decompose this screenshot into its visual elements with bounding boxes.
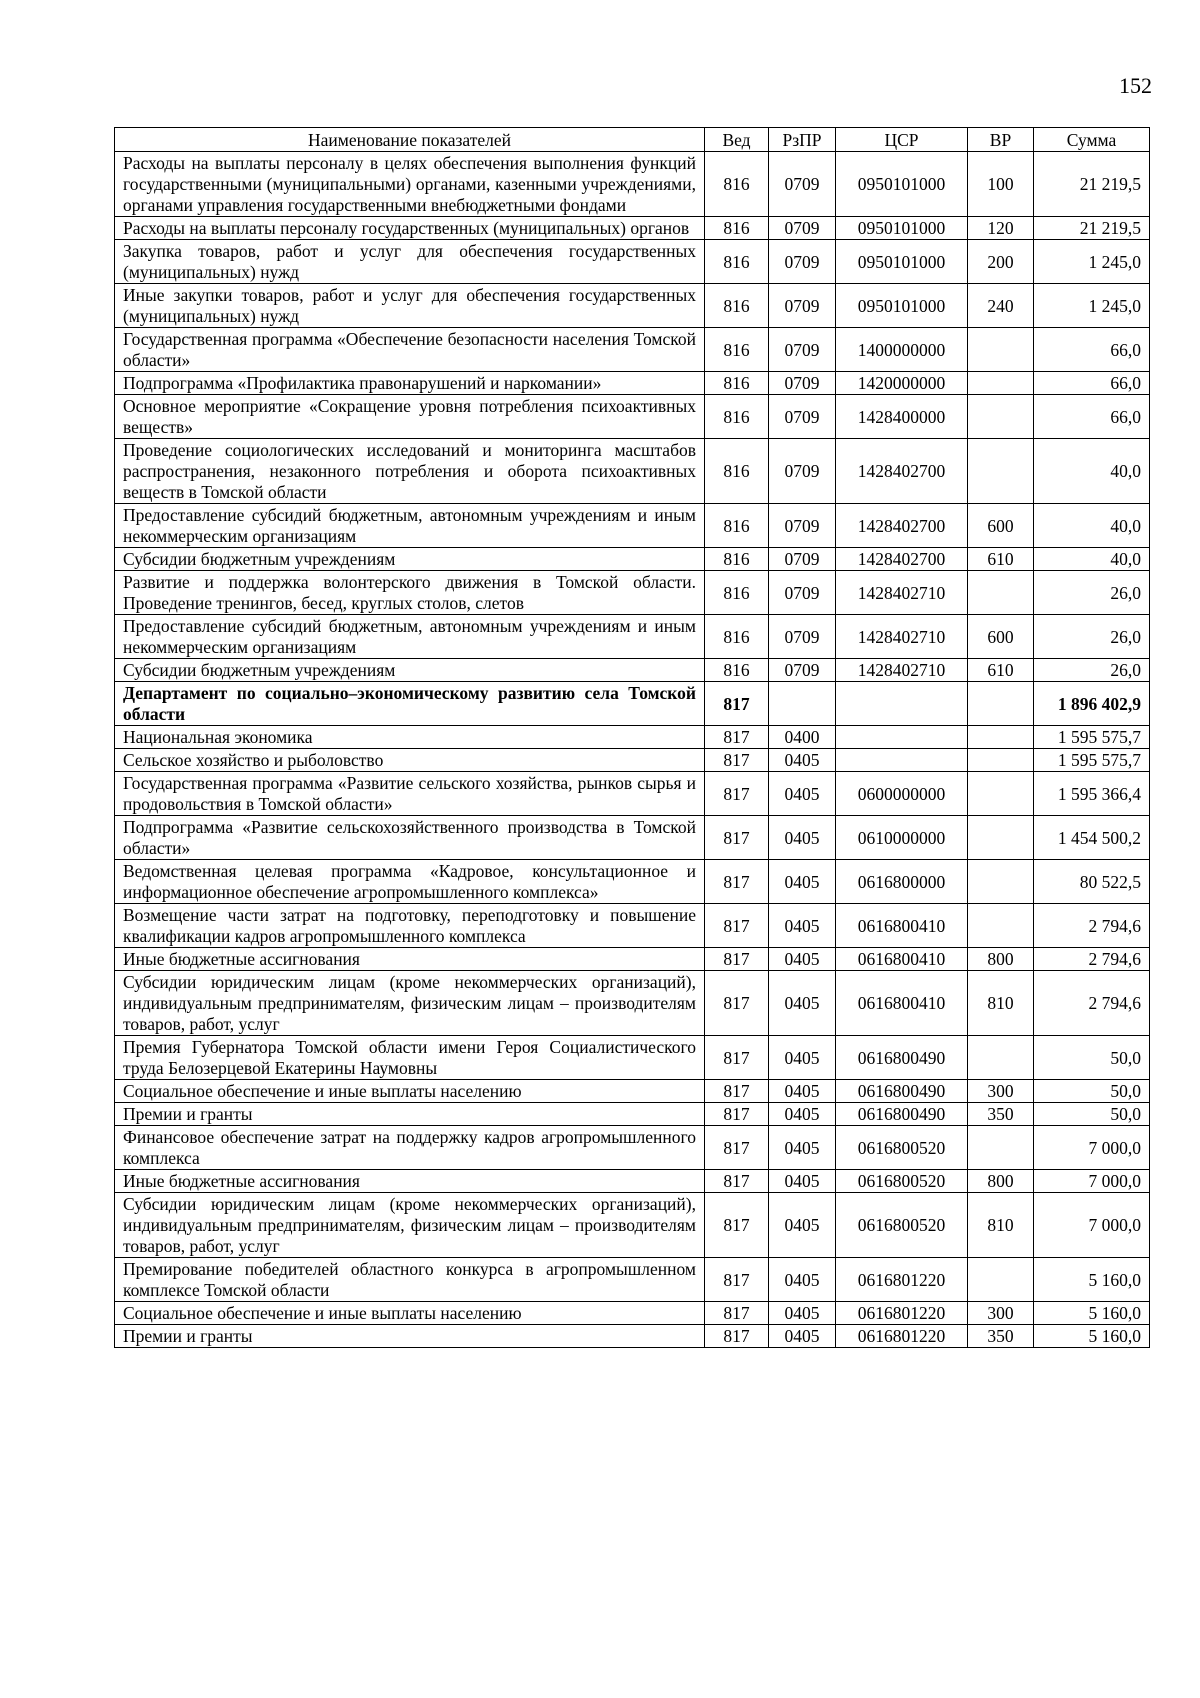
table-row xyxy=(115,240,1150,284)
table-row xyxy=(115,860,1150,904)
cell-ved: 816 xyxy=(705,328,769,372)
cell-ved: 817 xyxy=(705,1170,769,1193)
cell-csr: 0616801220 xyxy=(836,1258,968,1302)
cell-csr: 0616800490 xyxy=(836,1080,968,1103)
cell-name: Иные бюджетные ассигнования xyxy=(115,948,705,971)
cell-ved: 817 xyxy=(705,1302,769,1325)
cell-sum: 7 000,0 xyxy=(1034,1126,1150,1170)
cell-ved: 817 xyxy=(705,749,769,772)
cell-name: Премии и гранты xyxy=(115,1325,705,1348)
cell-csr: 0616800410 xyxy=(836,971,968,1036)
cell-rzpr: 0709 xyxy=(769,328,836,372)
cell-ved: 817 xyxy=(705,948,769,971)
table-row xyxy=(115,548,1150,571)
cell-ved: 816 xyxy=(705,504,769,548)
cell-vr: 810 xyxy=(968,971,1034,1036)
cell-ved: 817 xyxy=(705,1126,769,1170)
cell-name: Ведомственная целевая программа «Кадровое, консультационное и информационное обеспечение агропромышленного комплекса» xyxy=(115,860,705,904)
cell-ved: 817 xyxy=(705,726,769,749)
cell-ved: 816 xyxy=(705,439,769,504)
cell-ved: 816 xyxy=(705,548,769,571)
cell-csr: 0950101000 xyxy=(836,284,968,328)
cell-ved: 816 xyxy=(705,615,769,659)
cell-vr xyxy=(968,682,1034,726)
cell-vr: 120 xyxy=(968,217,1034,240)
cell-name: Национальная экономика xyxy=(115,726,705,749)
header-row xyxy=(115,128,1150,152)
table-row xyxy=(115,749,1150,772)
cell-name: Премирование победителей областного конкурса в агропромышленном комплексе Томской области xyxy=(115,1258,705,1302)
cell-name: Финансовое обеспечение затрат на поддержку кадров агропромышленного комплекса xyxy=(115,1126,705,1170)
cell-csr: 0950101000 xyxy=(836,217,968,240)
cell-csr: 0616801220 xyxy=(836,1302,968,1325)
cell-ved: 817 xyxy=(705,1258,769,1302)
cell-ved: 817 xyxy=(705,772,769,816)
header-ved: Вед xyxy=(705,128,769,152)
cell-name: Субсидии бюджетным учреждениям xyxy=(115,548,705,571)
table-row xyxy=(115,1193,1150,1258)
cell-csr: 0616800490 xyxy=(836,1103,968,1126)
cell-vr xyxy=(968,860,1034,904)
cell-csr: 0616800410 xyxy=(836,904,968,948)
cell-ved: 817 xyxy=(705,816,769,860)
cell-csr xyxy=(836,682,968,726)
page-number: 152 xyxy=(1119,73,1152,98)
cell-csr xyxy=(836,726,968,749)
cell-ved: 817 xyxy=(705,1036,769,1080)
cell-name: Премия Губернатора Томской области имени Героя Социалистического труда Белозерцевой Екатерины Наумовны xyxy=(115,1036,705,1080)
cell-sum: 50,0 xyxy=(1034,1080,1150,1103)
table-row xyxy=(115,1103,1150,1126)
cell-rzpr: 0405 xyxy=(769,948,836,971)
cell-name: Основное мероприятие «Сокращение уровня потребления психоактивных веществ» xyxy=(115,395,705,439)
cell-csr: 1420000000 xyxy=(836,372,968,395)
cell-vr: 300 xyxy=(968,1302,1034,1325)
cell-csr: 0950101000 xyxy=(836,240,968,284)
cell-sum: 2 794,6 xyxy=(1034,904,1150,948)
table-row xyxy=(115,372,1150,395)
cell-ved: 817 xyxy=(705,1325,769,1348)
cell-csr: 0616801220 xyxy=(836,1325,968,1348)
cell-vr: 610 xyxy=(968,659,1034,682)
table-row xyxy=(115,615,1150,659)
cell-rzpr: 0405 xyxy=(769,1193,836,1258)
cell-vr xyxy=(968,1126,1034,1170)
cell-ved: 816 xyxy=(705,217,769,240)
cell-sum: 1 245,0 xyxy=(1034,240,1150,284)
cell-csr: 1428400000 xyxy=(836,395,968,439)
table-row xyxy=(115,1036,1150,1080)
cell-ved: 817 xyxy=(705,1193,769,1258)
cell-ved: 817 xyxy=(705,904,769,948)
table-row xyxy=(115,439,1150,504)
header-csr: ЦСР xyxy=(836,128,968,152)
cell-name: Субсидии юридическим лицам (кроме некоммерческих организаций), индивидуальным предпринимателям, физическим лицам – производителям товаров, работ, услуг xyxy=(115,1193,705,1258)
cell-csr: 0616800520 xyxy=(836,1193,968,1258)
cell-rzpr: 0400 xyxy=(769,726,836,749)
cell-ved: 816 xyxy=(705,659,769,682)
cell-rzpr: 0709 xyxy=(769,395,836,439)
header-sum: Сумма xyxy=(1034,128,1150,152)
table-row xyxy=(115,682,1150,726)
cell-name: Сельское хозяйство и рыболовство xyxy=(115,749,705,772)
cell-rzpr: 0709 xyxy=(769,615,836,659)
cell-name: Расходы на выплаты персоналу в целях обеспечения выполнения функций государственными (муниципальными) органами, казенными учреждениями, органами управления государственными внебюджетными фондами xyxy=(115,152,705,217)
table-row xyxy=(115,328,1150,372)
cell-vr xyxy=(968,904,1034,948)
cell-name: Проведение социологических исследований и мониторинга масштабов распространения, незаконного потребления и оборота психоактивных веществ в Томской области xyxy=(115,439,705,504)
cell-csr: 0616800000 xyxy=(836,860,968,904)
cell-name: Государственная программа «Развитие сельского хозяйства, рынков сырья и продовольствия в Томской области» xyxy=(115,772,705,816)
cell-rzpr: 0405 xyxy=(769,1170,836,1193)
cell-sum: 26,0 xyxy=(1034,615,1150,659)
cell-vr: 610 xyxy=(968,548,1034,571)
cell-name: Премии и гранты xyxy=(115,1103,705,1126)
cell-sum: 80 522,5 xyxy=(1034,860,1150,904)
cell-vr xyxy=(968,772,1034,816)
cell-rzpr: 0405 xyxy=(769,816,836,860)
cell-rzpr: 0405 xyxy=(769,1080,836,1103)
cell-vr xyxy=(968,328,1034,372)
cell-csr xyxy=(836,749,968,772)
table-row xyxy=(115,971,1150,1036)
cell-name: Возмещение части затрат на подготовку, переподготовку и повышение квалификации кадров агропромышленного комплекса xyxy=(115,904,705,948)
cell-ved: 817 xyxy=(705,860,769,904)
cell-rzpr: 0709 xyxy=(769,504,836,548)
cell-vr: 800 xyxy=(968,1170,1034,1193)
cell-csr: 1428402710 xyxy=(836,659,968,682)
table-row xyxy=(115,948,1150,971)
cell-sum: 40,0 xyxy=(1034,504,1150,548)
cell-csr: 0616800410 xyxy=(836,948,968,971)
cell-name: Субсидии юридическим лицам (кроме некоммерческих организаций), индивидуальным предпринимателям, физическим лицам – производителям товаров, работ, услуг xyxy=(115,971,705,1036)
cell-sum: 21 219,5 xyxy=(1034,217,1150,240)
table-body xyxy=(115,152,1150,1348)
cell-csr: 1428402710 xyxy=(836,615,968,659)
cell-sum: 1 595 366,4 xyxy=(1034,772,1150,816)
cell-vr: 350 xyxy=(968,1103,1034,1126)
cell-vr xyxy=(968,726,1034,749)
cell-name: Иные бюджетные ассигнования xyxy=(115,1170,705,1193)
cell-ved: 816 xyxy=(705,372,769,395)
cell-sum: 26,0 xyxy=(1034,659,1150,682)
cell-vr xyxy=(968,372,1034,395)
cell-name: Подпрограмма «Профилактика правонарушений и наркомании» xyxy=(115,372,705,395)
cell-sum: 50,0 xyxy=(1034,1036,1150,1080)
table-row xyxy=(115,1258,1150,1302)
cell-name: Государственная программа «Обеспечение безопасности населения Томской области» xyxy=(115,328,705,372)
cell-rzpr xyxy=(769,682,836,726)
table-row xyxy=(115,217,1150,240)
cell-sum: 2 794,6 xyxy=(1034,948,1150,971)
cell-csr: 0616800490 xyxy=(836,1036,968,1080)
cell-rzpr: 0405 xyxy=(769,749,836,772)
table-row xyxy=(115,726,1150,749)
cell-sum: 66,0 xyxy=(1034,372,1150,395)
cell-vr: 810 xyxy=(968,1193,1034,1258)
cell-csr: 1428402700 xyxy=(836,439,968,504)
cell-ved: 816 xyxy=(705,284,769,328)
cell-rzpr: 0709 xyxy=(769,439,836,504)
cell-rzpr: 0405 xyxy=(769,1126,836,1170)
cell-csr: 0610000000 xyxy=(836,816,968,860)
cell-sum: 7 000,0 xyxy=(1034,1170,1150,1193)
cell-vr: 600 xyxy=(968,615,1034,659)
table-row xyxy=(115,1325,1150,1348)
header-rzpr: РзПР xyxy=(769,128,836,152)
cell-rzpr: 0709 xyxy=(769,152,836,217)
cell-rzpr: 0405 xyxy=(769,1258,836,1302)
cell-rzpr: 0405 xyxy=(769,971,836,1036)
cell-sum: 5 160,0 xyxy=(1034,1258,1150,1302)
cell-vr xyxy=(968,1258,1034,1302)
header-vr: ВР xyxy=(968,128,1034,152)
cell-sum: 1 896 402,9 xyxy=(1034,682,1150,726)
cell-sum: 1 245,0 xyxy=(1034,284,1150,328)
table-row xyxy=(115,395,1150,439)
cell-csr: 0616800520 xyxy=(836,1170,968,1193)
cell-vr: 200 xyxy=(968,240,1034,284)
cell-ved: 816 xyxy=(705,571,769,615)
cell-vr: 800 xyxy=(968,948,1034,971)
cell-vr: 240 xyxy=(968,284,1034,328)
table-row xyxy=(115,1126,1150,1170)
cell-sum: 5 160,0 xyxy=(1034,1302,1150,1325)
cell-csr: 0950101000 xyxy=(836,152,968,217)
cell-vr xyxy=(968,395,1034,439)
table-row xyxy=(115,1170,1150,1193)
cell-name: Департамент по социально–экономическому развитию села Томской области xyxy=(115,682,705,726)
cell-sum: 21 219,5 xyxy=(1034,152,1150,217)
table-row xyxy=(115,1080,1150,1103)
table-row xyxy=(115,571,1150,615)
cell-vr: 600 xyxy=(968,504,1034,548)
table-row xyxy=(115,504,1150,548)
cell-vr xyxy=(968,749,1034,772)
cell-sum: 66,0 xyxy=(1034,328,1150,372)
cell-name: Развитие и поддержка волонтерского движения в Томской области. Проведение тренингов, бесед, круглых столов, слетов xyxy=(115,571,705,615)
cell-sum: 26,0 xyxy=(1034,571,1150,615)
cell-csr: 1428402700 xyxy=(836,548,968,571)
cell-name: Социальное обеспечение и иные выплаты населению xyxy=(115,1302,705,1325)
table-row xyxy=(115,772,1150,816)
table-row xyxy=(115,152,1150,217)
cell-name: Подпрограмма «Развитие сельскохозяйственного производства в Томской области» xyxy=(115,816,705,860)
cell-name: Иные закупки товаров, работ и услуг для обеспечения государственных (муниципальных) нужд xyxy=(115,284,705,328)
cell-rzpr: 0709 xyxy=(769,240,836,284)
table-row xyxy=(115,1302,1150,1325)
cell-csr: 0600000000 xyxy=(836,772,968,816)
budget-table xyxy=(114,127,1150,1348)
header-name: Наименование показателей xyxy=(115,128,705,152)
table-row xyxy=(115,659,1150,682)
cell-sum: 1 454 500,2 xyxy=(1034,816,1150,860)
cell-csr: 1400000000 xyxy=(836,328,968,372)
cell-rzpr: 0405 xyxy=(769,772,836,816)
cell-rzpr: 0709 xyxy=(769,571,836,615)
cell-ved: 816 xyxy=(705,152,769,217)
cell-name: Расходы на выплаты персоналу государственных (муниципальных) органов xyxy=(115,217,705,240)
cell-sum: 50,0 xyxy=(1034,1103,1150,1126)
cell-vr: 350 xyxy=(968,1325,1034,1348)
cell-rzpr: 0405 xyxy=(769,1036,836,1080)
cell-rzpr: 0709 xyxy=(769,372,836,395)
cell-ved: 817 xyxy=(705,1080,769,1103)
cell-rzpr: 0709 xyxy=(769,548,836,571)
cell-rzpr: 0405 xyxy=(769,904,836,948)
cell-sum: 66,0 xyxy=(1034,395,1150,439)
cell-ved: 816 xyxy=(705,240,769,284)
table-row xyxy=(115,816,1150,860)
cell-sum: 1 595 575,7 xyxy=(1034,749,1150,772)
cell-vr xyxy=(968,816,1034,860)
cell-vr xyxy=(968,571,1034,615)
cell-sum: 2 794,6 xyxy=(1034,971,1150,1036)
cell-rzpr: 0709 xyxy=(769,659,836,682)
cell-vr: 300 xyxy=(968,1080,1034,1103)
table-header xyxy=(115,128,1150,152)
table-row xyxy=(115,284,1150,328)
cell-vr xyxy=(968,439,1034,504)
cell-rzpr: 0405 xyxy=(769,860,836,904)
cell-sum: 40,0 xyxy=(1034,548,1150,571)
cell-vr: 100 xyxy=(968,152,1034,217)
cell-rzpr: 0405 xyxy=(769,1302,836,1325)
cell-rzpr: 0405 xyxy=(769,1103,836,1126)
cell-sum: 40,0 xyxy=(1034,439,1150,504)
cell-sum: 7 000,0 xyxy=(1034,1193,1150,1258)
cell-rzpr: 0405 xyxy=(769,1325,836,1348)
cell-rzpr: 0709 xyxy=(769,217,836,240)
table-row xyxy=(115,904,1150,948)
cell-name: Закупка товаров, работ и услуг для обеспечения государственных (муниципальных) нужд xyxy=(115,240,705,284)
cell-sum: 1 595 575,7 xyxy=(1034,726,1150,749)
cell-ved: 816 xyxy=(705,395,769,439)
cell-name: Предоставление субсидий бюджетным, автономным учреждениям и иным некоммерческим организациям xyxy=(115,504,705,548)
cell-csr: 1428402710 xyxy=(836,571,968,615)
cell-name: Предоставление субсидий бюджетным, автономным учреждениям и иным некоммерческим организациям xyxy=(115,615,705,659)
cell-name: Субсидии бюджетным учреждениям xyxy=(115,659,705,682)
cell-name: Социальное обеспечение и иные выплаты населению xyxy=(115,1080,705,1103)
cell-ved: 817 xyxy=(705,1103,769,1126)
cell-rzpr: 0709 xyxy=(769,284,836,328)
cell-csr: 1428402700 xyxy=(836,504,968,548)
cell-ved: 817 xyxy=(705,971,769,1036)
cell-vr xyxy=(968,1036,1034,1080)
cell-csr: 0616800520 xyxy=(836,1126,968,1170)
cell-sum: 5 160,0 xyxy=(1034,1325,1150,1348)
cell-ved: 817 xyxy=(705,682,769,726)
